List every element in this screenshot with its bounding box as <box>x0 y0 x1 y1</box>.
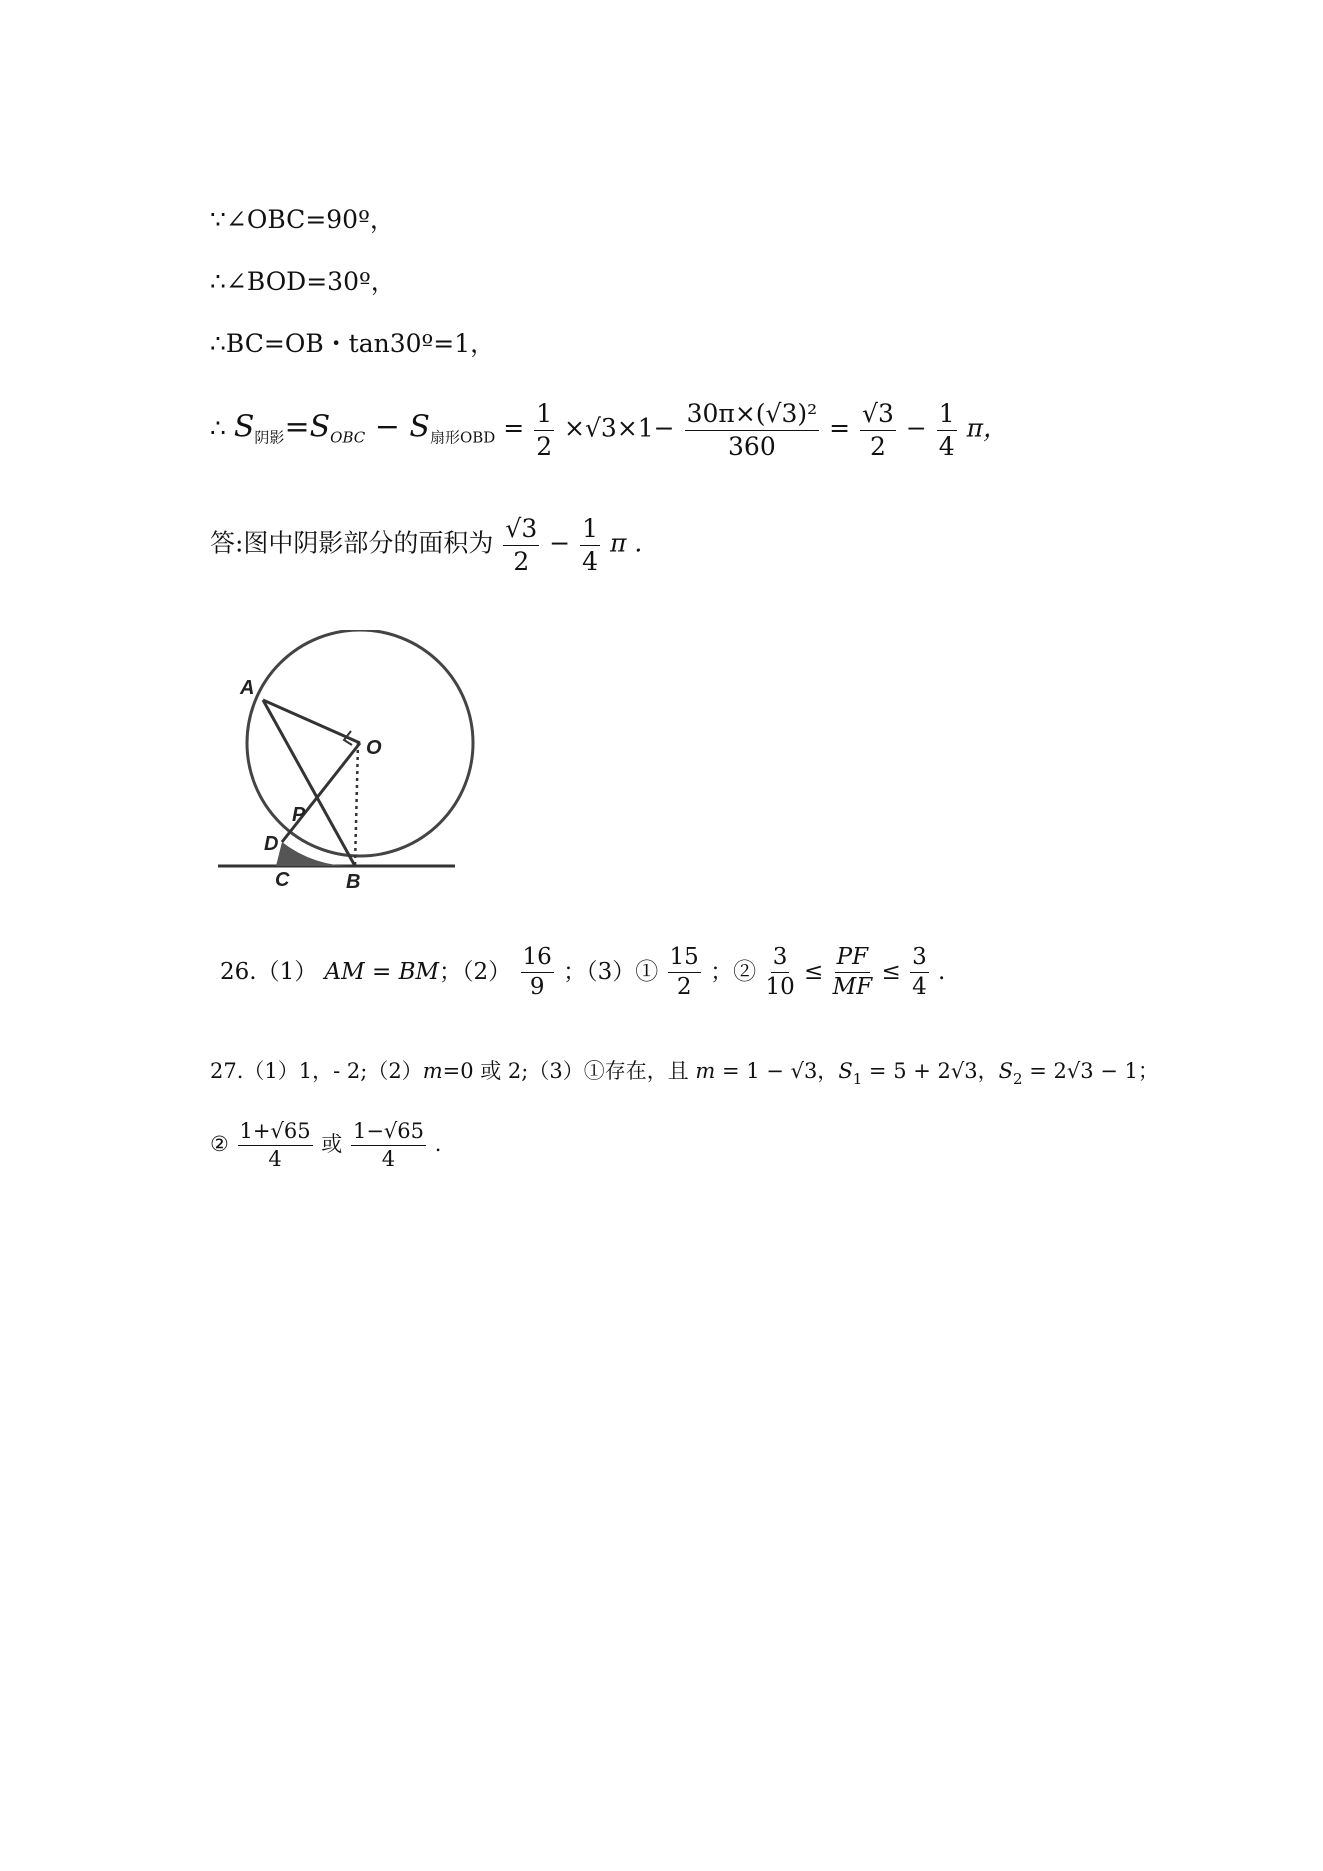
fraction: $\frac{1+√65}{4}$ <box>239 1119 311 1172</box>
fraction: $\frac{1}{4}$ <box>938 399 955 461</box>
fraction: $\frac{1}{4}$ <box>582 514 598 576</box>
fraction: $\frac{16}{9}$ <box>522 944 552 1001</box>
answer-27-part2: ② $\frac{1+√65}{4}$ 或 $\frac{1-√65}{4}$ . <box>210 1119 442 1172</box>
fraction: $\frac{3}{10}$ <box>765 944 795 1001</box>
fraction: $\frac{√3}{2}$ <box>505 514 538 576</box>
line-bc-value: ∴BC=OB・tan30º=1， <box>210 329 496 358</box>
label-o: O <box>366 737 382 759</box>
segment-ob-dotted <box>355 743 358 866</box>
label-d: D <box>264 833 279 855</box>
line-shaded-area-formula: ∴ $S_{阴影}=S_{OBC} - S_{扇形OBD}$ = $\frac{1}{2}$ ×√3×1− $\frac{\text{30π×(√3)²}}{360}$ = $\frac{√3}{2}$ − $\frac{1}{4}$ π， <box>210 399 1009 461</box>
label-c: C <box>275 869 290 891</box>
fraction: $\frac{1-√65}{4}$ <box>352 1119 425 1172</box>
label-p: P <box>292 804 306 826</box>
fraction: $\frac{1}{2}$ <box>536 399 553 461</box>
answer-27: 27.（1）1，- 2;（2）m=0 或 2;（3）①存在，且 m = 1 − √3，$S_1 = 5 + 2√3$，$S_2 = 2√3 - 1$； <box>210 1059 1159 1088</box>
geometry-figure <box>200 630 480 900</box>
fraction: $\frac{\text{30π×(√3)²}}{360}$ <box>686 399 818 461</box>
line-answer: 答:图中阴影部分的面积为 $\frac{√3}{2}$ − $\frac{1}{4}$ π . <box>210 514 643 576</box>
fraction: $\frac{√3}{2}$ <box>862 399 894 461</box>
label-a: A <box>240 677 255 699</box>
line-angle-bod: ∴∠BOD=30º， <box>210 267 396 296</box>
answer-26: 26.（1） AM = BM；（2） $\frac{16}{9}$ ；（3）① $\frac{15}{2}$ ；② $\frac{3}{10}$ ≤ $\frac{PF}{MF}$ ≤ $\frac{3}{4}$ . <box>220 944 946 1001</box>
fraction: $\frac{3}{4}$ <box>912 944 927 1001</box>
line-angle-obc: ∵∠OBC=90º， <box>210 205 395 234</box>
label-b: B <box>346 871 361 893</box>
fraction: $\frac{15}{2}$ <box>669 944 699 1001</box>
fraction: $\frac{PF}{MF}$ <box>832 944 873 1001</box>
